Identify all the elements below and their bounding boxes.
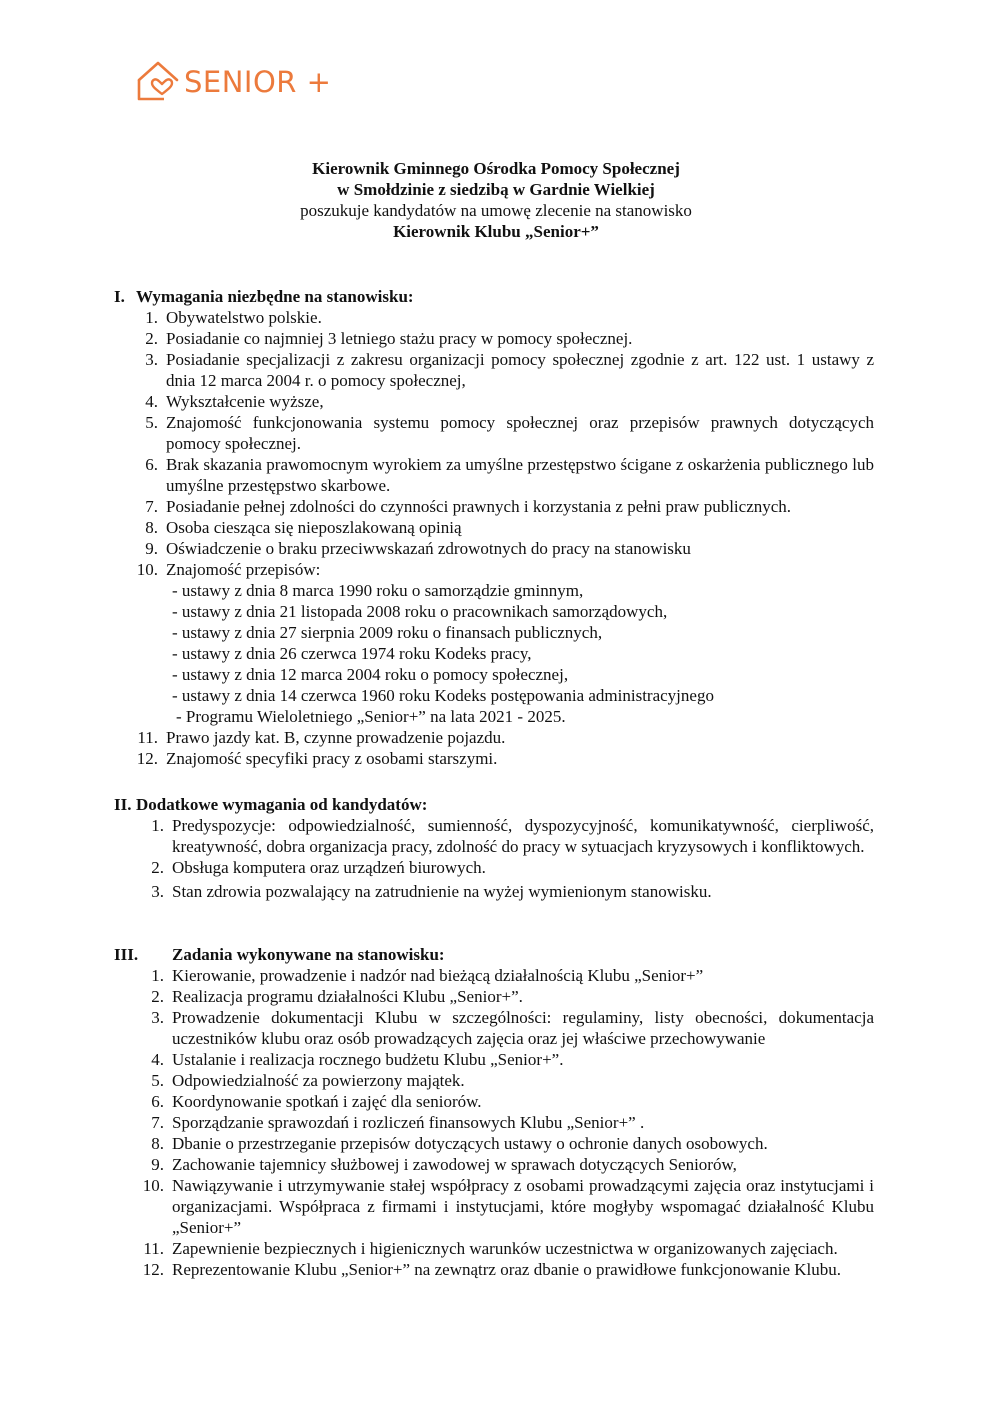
sub-list-item: - ustawy z dnia 21 listopada 2008 roku o pracownikach samorządowych, — [172, 602, 668, 621]
list-item: 3. Posiadanie specjalizacji z zakresu organizacji pomocy społecznej zgodnie z art. 122 ust. 1 ustawy z dnia 12 marca 2004 r. o pomocy społecznej, — [145, 350, 874, 390]
section-heading: Dodatkowe wymagania od kandydatów: — [136, 795, 428, 814]
list-item: 4. Ustalanie i realizacja rocznego budżetu Klubu „Senior+”. — [151, 1050, 564, 1069]
duties-list — [114, 965, 874, 1280]
list-item: 1. Obywatelstwo polskie. — [145, 308, 322, 327]
sub-list-item: - ustawy z dnia 8 marca 1990 roku o samorządzie gminnym, — [172, 581, 584, 600]
list-item: 9. Zachowanie tajemnicy służbowej i zawodowej w sprawach dotyczących Seniorów, — [151, 1155, 737, 1174]
list-item: 9. Oświadczenie o braku przeciwwskazań zdrowotnych do pracy na stanowisku — [145, 539, 691, 558]
list-item: 12. Znajomość specyfiki pracy z osobami starszymi. — [136, 749, 498, 768]
list-item: 2. Posiadanie co najmniej 3 letniego stażu pracy w pomocy społecznej. — [145, 329, 633, 348]
list-item: 11. Prawo jazdy kat. B, czynne prowadzenie pojazdu. — [137, 728, 506, 747]
sub-list-item: - ustawy z dnia 27 sierpnia 2009 roku o finansach publicznych, — [172, 623, 603, 642]
list-item: 1. Kierowanie, prowadzenie i nadzór nad bieżącą działalnością Klubu „Senior+” — [151, 966, 704, 985]
header-line-1: Kierownik Gminnego Ośrodka Pomocy Społecznej — [312, 159, 680, 178]
section-number: I. — [114, 287, 125, 306]
list-item: 5. Odpowiedzialność za powierzony majątek. — [151, 1071, 465, 1090]
list-item: 7. Sporządzanie sprawozdań i rozliczeń finansowych Klubu „Senior+” . — [151, 1113, 645, 1132]
list-item: 3. Stan zdrowia pozwalający na zatrudnienie na wyżej wymienionym stanowisku. — [151, 882, 712, 901]
logo-text: SENIOR + — [184, 65, 332, 99]
list-item: 10. Nawiązywanie i utrzymywanie stałej współpracy z osobami prowadzącymi zajęcia oraz instytucjami i organizacjami. Współpraca z firmami i instytucjami, które mogłyby wspomagać działalność Klubu „Senior+” — [142, 1176, 874, 1237]
announcement-header — [0, 158, 992, 242]
list-item: 10. Znajomość przepisów: - ustawy z dnia 8 marca 1990 roku o samorządzie gminnym, - ustawy z dnia 21 listopada 2008 roku o pracownikach samorządowych, - ustawy z dnia 27 sierpnia 2009 roku o finansach publicznych, - ustawy z dnia 26 czerwca 1974 roku Kodeks pracy, - ustawy z dnia 12 marca 2004 roku o pomocy społecznej, - ustawy z dnia 14 czerwca 1960 roku Kodeks postępowania administracyjnego - Programu Wieloletniego „Senior+” na lata 2021 - 2025. — [114, 559, 874, 727]
list-item: 8. Osoba ciesząca się nieposzlakowaną opinią — [145, 518, 462, 537]
section-number: III. — [114, 945, 139, 964]
section-heading: Zadania wykonywane na stanowisku: — [172, 945, 445, 964]
section-heading: Wymagania niezbędne na stanowisku: — [136, 287, 414, 306]
list-item: 12. Reprezentowanie Klubu „Senior+” na zewnątrz oraz dbanie o prawidłowe funkcjonowanie Klubu. — [142, 1260, 842, 1279]
requirements-list — [114, 307, 874, 769]
sub-list-item: - Programu Wieloletniego „Senior+” na lata 2021 - 2025. — [176, 707, 566, 726]
list-item: 4. Wykształcenie wyższe, — [145, 392, 324, 411]
list-item: 2. Obsługa komputera oraz urządzeń biurowych. — [151, 858, 486, 877]
senior-plus-logo — [136, 58, 331, 102]
list-item: 6. Brak skazania prawomocnym wyrokiem za umyślne przestępstwo ścigane z oskarżenia publicznego lub umyślne przestępstwo skarbowe. — [145, 455, 874, 495]
section-title — [114, 286, 874, 307]
sub-list-item: - ustawy z dnia 14 czerwca 1960 roku Kodeks postępowania administracyjnego — [172, 686, 714, 705]
list-item: 3. Prowadzenie dokumentacji Klubu w szczególności: regulaminy, listy obecności, dokumentacja uczestników klubu oraz osób prowadzących zajęcia oraz jej właściwe przechowywanie — [151, 1008, 874, 1048]
list-item: 7. Posiadanie pełnej zdolności do czynności prawnych i korzystania z pełni praw publicznych. — [145, 497, 792, 516]
section-requirements — [114, 286, 874, 769]
section-title — [114, 794, 874, 815]
sub-list-item: - ustawy z dnia 12 marca 2004 roku o pomocy społecznej, — [172, 665, 569, 684]
list-item: 8. Dbanie o przestrzeganie przepisów dotyczących ustawy o ochronie danych osobowych. — [151, 1134, 768, 1153]
header-line-2: w Smołdzinie z siedzibą w Gardnie Wielkiej — [337, 180, 655, 199]
section-title — [114, 944, 874, 965]
section-number: II. — [114, 795, 132, 814]
list-item: 6. Koordynowanie spotkań i zajęć dla seniorów. — [151, 1092, 482, 1111]
list-item: 1. Predyspozycje: odpowiedzialność, sumienność, dyspozycyjność, komunikatywność, cierpliwość, kreatywność, dobra organizacja pracy, zdolność do pracy w sytuacjach kryzysowych i konfliktowych. — [151, 816, 874, 856]
section-duties — [114, 944, 874, 1280]
list-item: 11. Zapewnienie bezpiecznych i higienicznych warunków uczestnictwa w organizowanych zajęciach. — [143, 1239, 838, 1258]
header-line-4: Kierownik Klubu „Senior+” — [393, 222, 599, 241]
list-item: 5. Znajomość funkcjonowania systemu pomocy społecznej oraz przepisów prawnych dotyczących pomocy społecznej. — [145, 413, 874, 453]
regulations-sublist — [166, 580, 874, 727]
sub-list-item: - ustawy z dnia 26 czerwca 1974 roku Kodeks pracy, — [172, 644, 532, 663]
section-additional-requirements — [114, 794, 874, 902]
list-item: 2. Realizacja programu działalności Klubu „Senior+”. — [151, 987, 523, 1006]
additional-requirements-list — [114, 815, 874, 902]
house-heart-icon — [136, 58, 182, 102]
header-line-3: poszukuje kandydatów na umowę zlecenie na stanowisko — [300, 201, 692, 220]
